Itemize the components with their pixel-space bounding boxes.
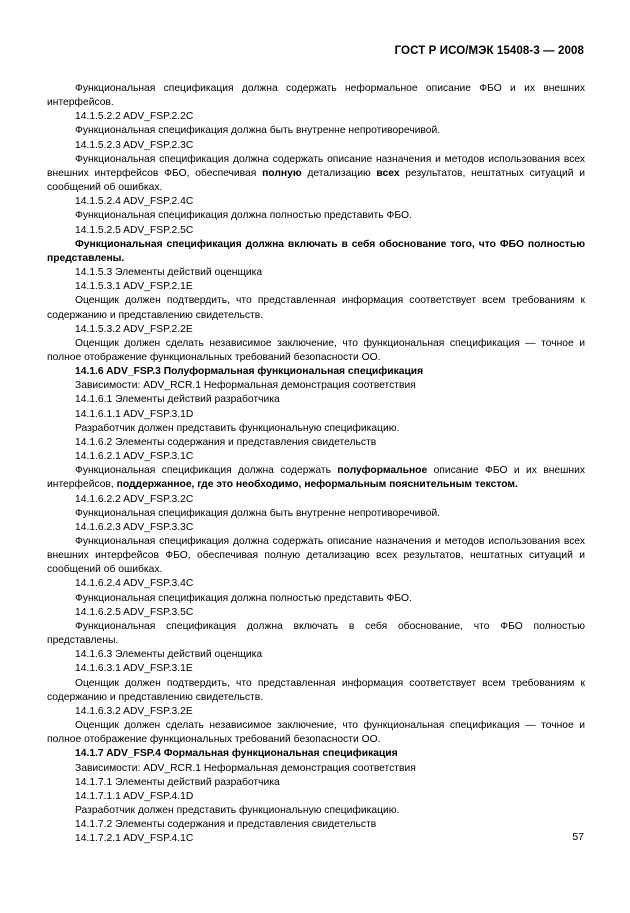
- paragraph: Оценщик должен подтвердить, что представленная информация соответствует всем требованиям к содержанию и представлению свидетельств.: [47, 295, 585, 321]
- paragraph: Оценщик должен подтвердить, что представленная информация соответствует всем требованиям к содержанию и представлению свидетельств.: [47, 677, 585, 703]
- clause-number: 14.1.7.2.1 ADV_FSP.4.1C: [75, 833, 194, 845]
- paragraph-with-emphasis: Функциональная спецификация должна содержать полуформальное описание ФБО и их внешних интерфейсов, поддержанное, где это необходимо, неформальным пояснительным текстом.: [47, 465, 585, 491]
- subsection-title: 14.1.6.2 Элементы содержания и представления свидетельств: [75, 436, 377, 448]
- clause-number: 14.1.6.3.2 ADV_FSP.3.2E: [75, 705, 193, 717]
- dependencies: Зависимости: ADV_RCR.1 Неформальная демонстрация соответствия: [75, 762, 416, 774]
- paragraph: Функциональная спецификация должна включать в себя обоснование, что ФБО полностью представлены.: [47, 620, 585, 647]
- clause-number: 14.1.7.1.1 ADV_FSP.4.1D: [75, 790, 194, 802]
- clause-number: 14.1.6.2.3 ADV_FSP.3.3C: [75, 521, 194, 533]
- subsection-title: 14.1.6.3 Элементы действий оценщика: [75, 649, 263, 661]
- emphasis-text: всех: [376, 167, 400, 179]
- clause-number: 14.1.6.1.1 ADV_FSP.3.1D: [75, 408, 194, 420]
- section-heading: 14.1.7 ADV_FSP.4 Формальная функциональная спецификация: [75, 748, 398, 760]
- paragraph: Функциональная спецификация должна быть внутренне непротиворечивой.: [75, 507, 441, 519]
- clause-number: 14.1.5.3.1 ADV_FSP.2.1E: [75, 281, 193, 293]
- paragraph: Функциональная спецификация должна полностью представить ФБО.: [75, 210, 412, 222]
- clause-number: 14.1.6.2.5 ADV_FSP.3.5C: [75, 606, 194, 618]
- paragraph: Оценщик должен сделать независимое заключение, что функциональная спецификация — точное и полное отображение функциональных требований безопасности ОО.: [47, 337, 585, 363]
- emphasis-text: полную: [262, 167, 302, 179]
- paragraph-with-emphasis: Функциональная спецификация должна содержать описание назначения и методов использования всех внешних интерфейсов ФБО, обеспечивая полную детализацию всех результатов, нештатных ситуаций и сообщений об ошибках.: [47, 153, 585, 194]
- clause-number: 14.1.5.2.4 ADV_FSP.2.4C: [75, 196, 194, 208]
- subsection-title: 14.1.7.1 Элементы действий разработчика: [75, 776, 280, 788]
- paragraph: Функциональная спецификация должна полностью представить ФБО.: [75, 592, 412, 604]
- emphasis-text: полуформальное: [337, 465, 428, 477]
- subsection-title: 14.1.6.1 Элементы действий разработчика: [75, 394, 280, 406]
- paragraph-bold: Функциональная спецификация должна включать в себя обоснование того, что ФБО полностью представлены.: [47, 238, 585, 264]
- page-number: 57: [572, 831, 584, 843]
- clause-number: 14.1.6.2.2 ADV_FSP.3.2C: [75, 493, 194, 505]
- paragraph: Функциональная спецификация должна быть внутренне непротиворечивой.: [75, 125, 441, 137]
- clause-number: 14.1.5.2.2 ADV_FSP.2.2C: [75, 111, 194, 123]
- paragraph: Функциональная спецификация должна содержать описание назначения и методов использования всех внешних интерфейсов ФБО, обеспечивая полную детализацию всех результатов, нештатных ситуаций и сообщений об ошибках.: [47, 536, 585, 576]
- clause-number: 14.1.5.2.5 ADV_FSP.2.5C: [75, 224, 194, 236]
- clause-number: 14.1.6.3.1 ADV_FSP.3.1E: [75, 663, 193, 675]
- paragraph: Разработчик должен представить функциональную спецификацию.: [75, 422, 400, 434]
- clause-number: 14.1.6.2.1 ADV_FSP.3.1C: [75, 451, 194, 463]
- emphasis-text: поддержанное, где это необходимо, неформальным пояснительным текстом.: [116, 479, 518, 491]
- paragraph: Разработчик должен представить функциональную спецификацию.: [75, 804, 400, 816]
- dependencies: Зависимости: ADV_RCR.1 Неформальная демонстрация соответствия: [75, 380, 416, 392]
- clause-number: 14.1.6.2.4 ADV_FSP.3.4C: [75, 578, 194, 590]
- subsection-title: 14.1.7.2 Элементы содержания и представления свидетельств: [75, 819, 377, 831]
- subsection-title: 14.1.5.3 Элементы действий оценщика: [75, 267, 263, 279]
- document-header: ГОСТ Р ИСО/МЭК 15408-3 — 2008: [394, 45, 584, 57]
- paragraph: Оценщик должен сделать независимое заключение, что функциональная спецификация — точное и полное отображение функциональных требований безопасности ОО.: [47, 720, 585, 746]
- clause-number: 14.1.5.2.3 ADV_FSP.2.3C: [75, 139, 194, 151]
- document-body: [47, 82, 585, 846]
- paragraph: Функциональная спецификация должна содержать неформальное описание ФБО и их внешних интерфейсов.: [47, 83, 585, 109]
- clause-number: 14.1.5.3.2 ADV_FSP.2.2E: [75, 323, 193, 335]
- section-heading: 14.1.6 ADV_FSP.3 Полуформальная функциональная спецификация: [75, 366, 424, 378]
